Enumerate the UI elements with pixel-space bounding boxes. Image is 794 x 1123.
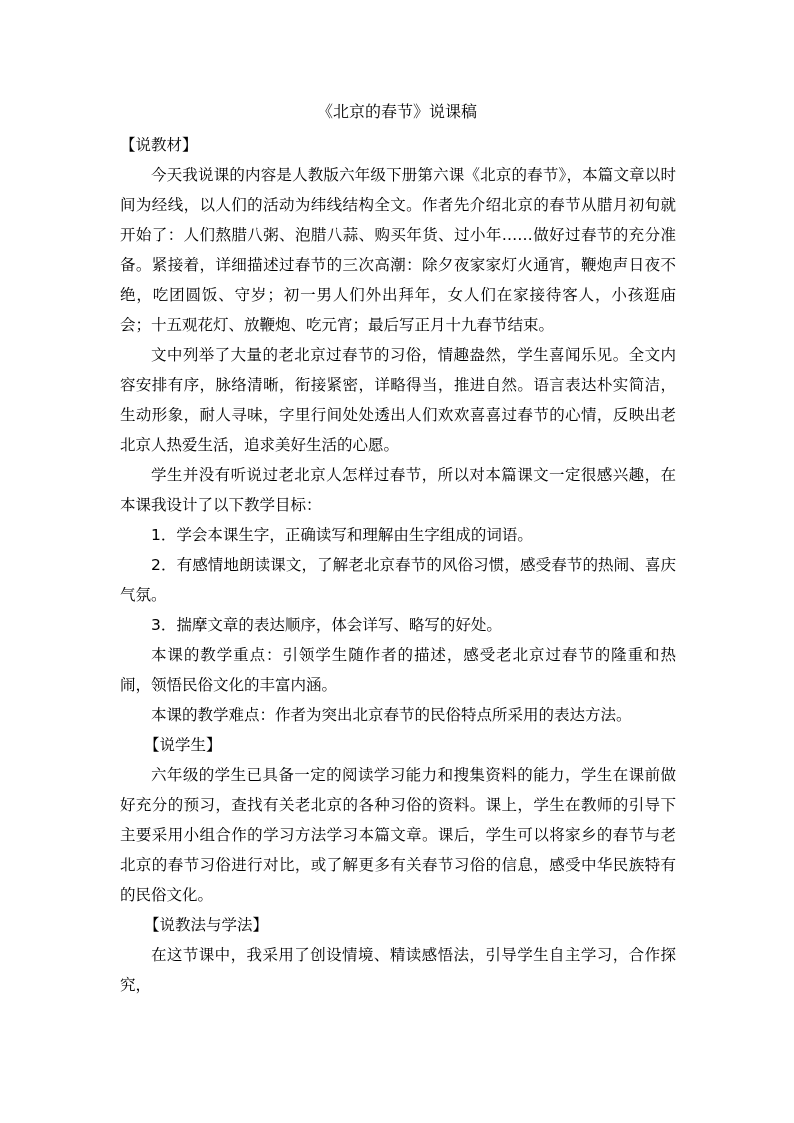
paragraph: 今天我说课的内容是人教版六年级下册第六课《北京的春节》，本篇文章以时间为经线，以人们的活动为纬线结构全文。作者先介绍北京的春节从腊月初旬就开始了：人们熬腊八粥、泡腊八蒜、购买年货、过小年……做好过春节的充分准备。紧接着，详细描述过春节的三次高潮：除夕夜家家灯火通宵，鞭炮声日夜不绝，吃团圆饭、守岁；初一男人们外出拜年，女人们在家接待客人，小孩逛庙会；十五观花灯、放鞭炮、吃元宵；最后写正月十九春节结束。 — [120, 166, 676, 334]
paragraph: 文中列举了大量的老北京过春节的习俗，情趣盎然，学生喜闻乐见。全文内容安排有序，脉络清晰，衔接紧密，详略得当，推进自然。语言表达朴实简洁，生动形象，耐人寻味，字里行间处处透出人们欢欢喜喜过春节的心情，反映出老北京人热爱生活，追求美好生活的心愿。 — [120, 346, 676, 454]
goal-list-item: 1．学会本课生字，正确读写和理解由生字组成的词语。 — [151, 526, 533, 544]
paragraph: 六年级的学生已具备一定的阅读学习能力和搜集资料的能力，学生在课前做好充分的预习，查找有关老北京的各种习俗的资料。课上，学生在教师的引导下主要采用小组合作的学习方法学习本篇文章。课后，学生可以将家乡的春节与老北京的春节习俗进行对比，或了解更多有关春节习俗的信息，感受中华民族特有的民俗文化。 — [120, 766, 676, 904]
section-heading-methods: 【说教法与学法】 — [144, 916, 269, 934]
document-body — [120, 130, 676, 1000]
section-heading-teaching-material: 【说教材】 — [120, 136, 198, 154]
goal-list-item: 2．有感情地朗读课文，了解老北京春节的风俗习惯，感受春节的热闹、喜庆气氛。 — [120, 556, 676, 604]
document-title: 《北京的春节》说课稿 — [316, 102, 477, 121]
paragraph-key-point: 本课的教学重点：引领学生随作者的描述，感受老北京过春节的隆重和热闹，领悟民俗文化的丰富内涵。 — [120, 646, 676, 694]
section-heading-students: 【说学生】 — [144, 736, 222, 754]
paragraph: 在这节课中，我采用了创设情境、精读感悟法，引导学生自主学习，合作探究， — [120, 946, 676, 994]
paragraph: 学生并没有听说过老北京人怎样过春节，所以对本篇课文一定很感兴趣，在本课我设计了以下教学目标： — [120, 466, 676, 514]
paragraph-difficulty: 本课的教学难点：作者为突出北京春节的民俗特点所采用的表达方法。 — [151, 706, 632, 724]
goal-list-item: 3．揣摩文章的表达顺序，体会详写、略写的好处。 — [151, 616, 502, 634]
